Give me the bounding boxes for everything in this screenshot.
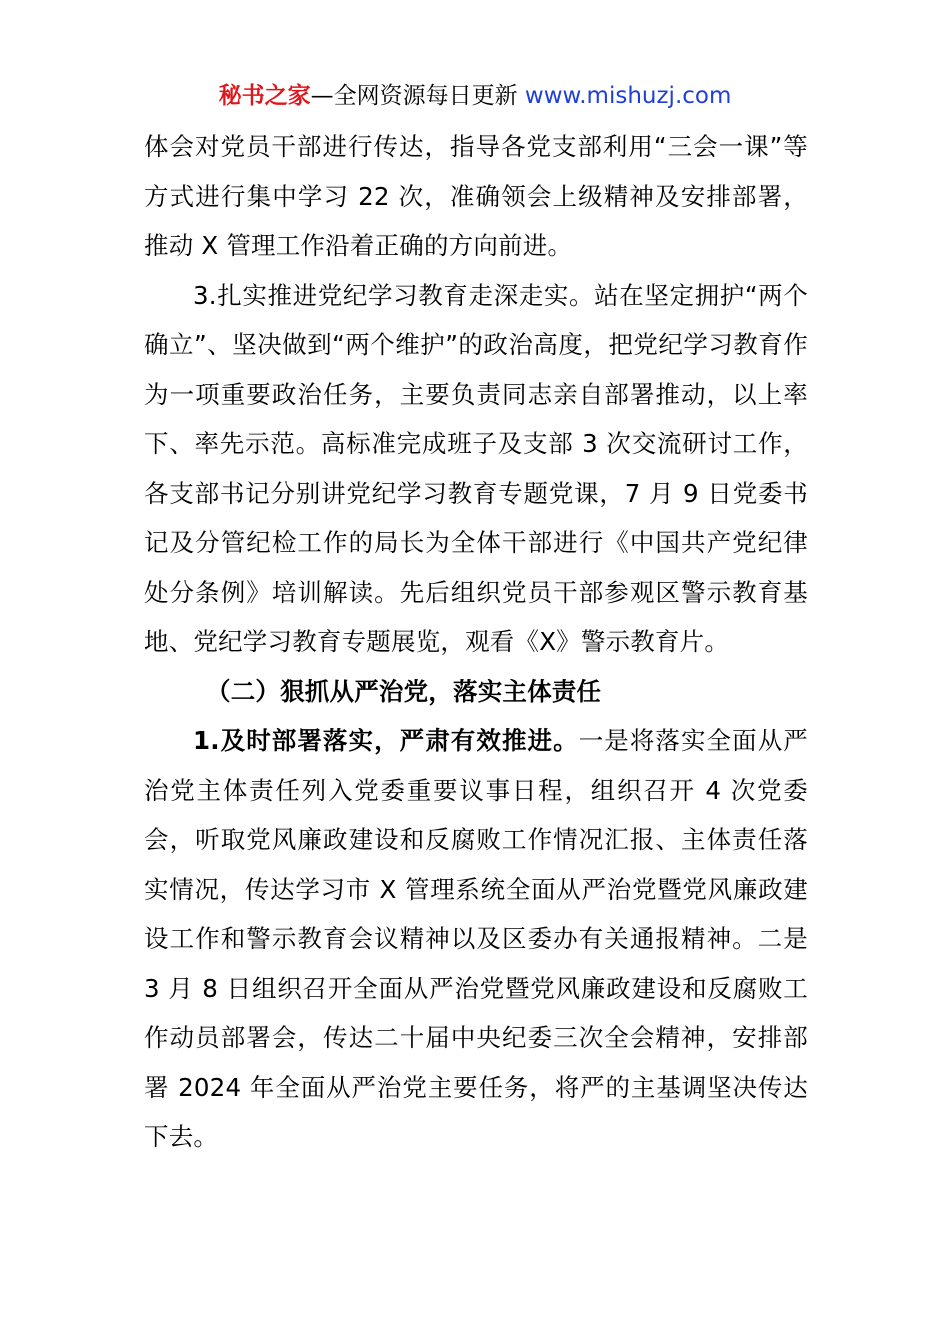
document-body	[144, 122, 808, 1162]
paragraph-body-text: 一是将落实全面从严治党主体责任列入党委重要议事日程，组织召开 4 次党委会，听取党风廉政建设和反腐败工作情况汇报、主体责任落实情况，传达学习市 X 管理系统全面从严治党暨党风廉政建设工作和警示教育会议精神以及区委办有关通报精神。二是 3 月 8 日组织召开全面从严治党暨党风廉政建设和反腐败工作动员部署会，传达二十届中央纪委三次全会精神，安排部署 2024 年全面从严治党主要任务，将严的主基调坚决传达下去。	[144, 726, 808, 1151]
paragraph-lead-title: 1.及时部署落实，严肃有效推进。	[193, 726, 579, 755]
site-url-link[interactable]: www.mishuzj.com	[524, 83, 732, 109]
paragraph-party-discipline-education: 3.扎实推进党纪学习教育走深走实。站在坚定拥护“两个确立”、坚决做到“两个维护”的政治高度，把党纪学习教育作为一项重要政治任务，主要负责同志亲自部署推动，以上率下、率先示范。高标准完成班子及支部 3 次交流研讨工作，各支部书记分别讲党纪学习教育专题党课，7 月 9 日党委书记及分管纪检工作的局长为全体干部进行《中国共产党纪律处分条例》培训解读。先后组织党员干部参观区警示教育基地、党纪学习教育专题展览，观看《X》警示教育片。	[144, 280, 808, 656]
section-heading: （二）狠抓从严治党，落实主体责任	[206, 676, 602, 706]
header-tagline: —全网资源每日更新	[310, 83, 525, 109]
paragraph-deployment	[144, 716, 808, 1162]
brand-name: 秘书之家	[218, 83, 311, 109]
site-header	[0, 80, 950, 112]
paragraph-continuation: 体会对党员干部进行传达，指导各党支部利用“三会一课”等方式进行集中学习 22 次，准确领会上级精神及安排部署，推动 X 管理工作沿着正确的方向前进。	[144, 132, 808, 260]
